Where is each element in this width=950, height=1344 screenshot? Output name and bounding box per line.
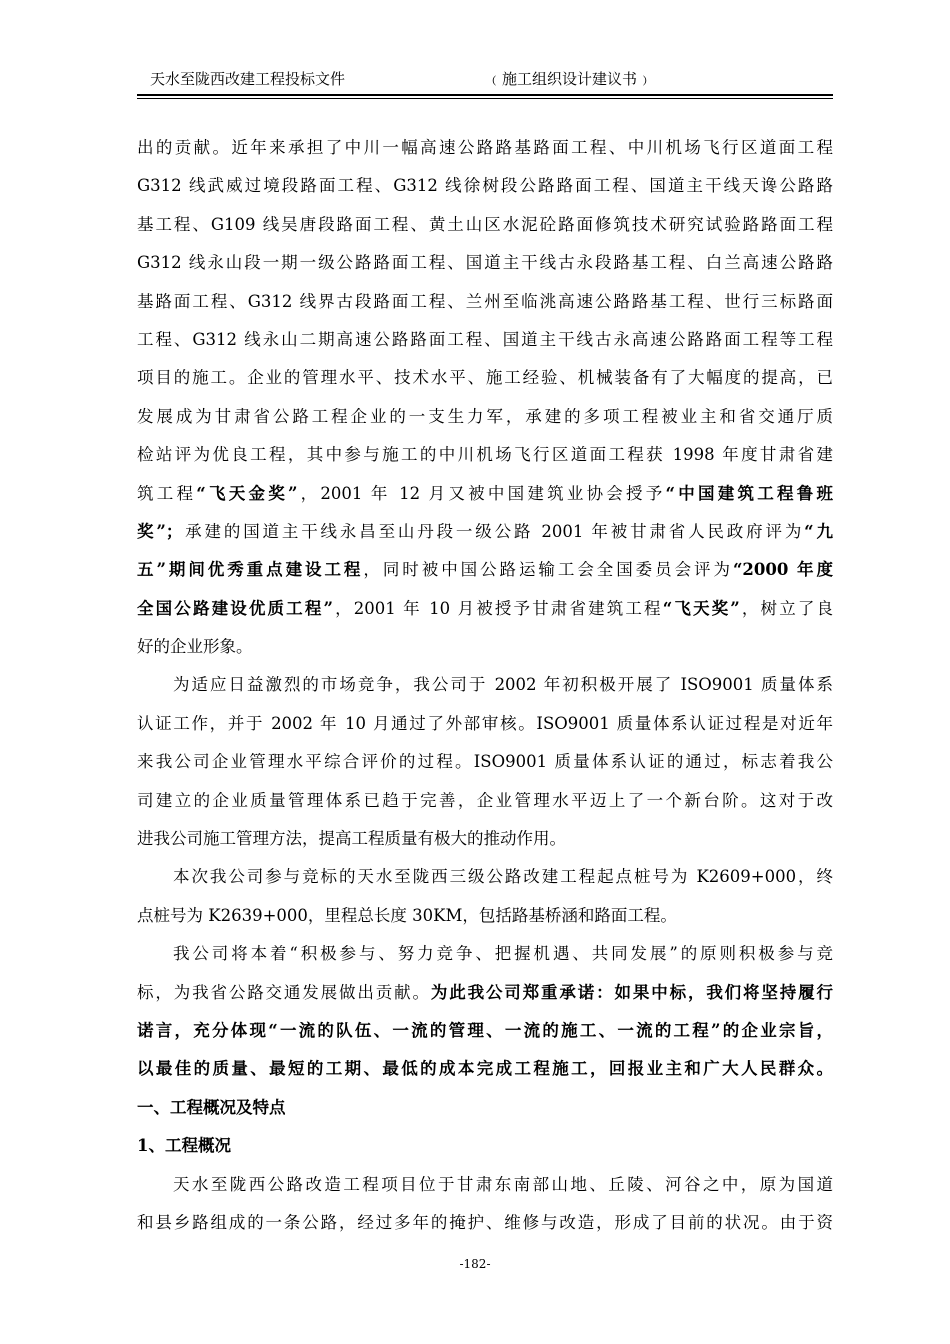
text-line xyxy=(137,858,833,896)
text-line xyxy=(137,359,833,397)
text-line xyxy=(137,705,833,743)
text-line xyxy=(137,475,833,513)
header-section-title: ﹙施工组织设计建议书﹚ xyxy=(487,70,653,88)
text-run: 进我公司施工管理方法，提高工程质量有极大的推动作用。 xyxy=(137,829,566,849)
header-rule-thin xyxy=(137,98,833,99)
text-line xyxy=(137,283,833,321)
bold-text-run: 一、工程概况及特点 xyxy=(137,1097,286,1117)
text-line xyxy=(137,551,833,589)
text-line xyxy=(137,590,833,628)
text-line xyxy=(137,398,833,436)
text-run: 检站评为优良工程，其中参与施工的中川机场飞行区道面工程获 1998 年度甘肃省建 xyxy=(137,445,833,465)
text-run: 司建立的企业质量管理体系已趋于完善，企业管理水平迈上了一个新台阶。这对于改 xyxy=(137,790,833,810)
text-run: 工程、G312 线永山二期高速公路路面工程、国道主干线古永高速公路路面工程等工程 xyxy=(137,329,833,349)
bold-text-run: “2000 年度 xyxy=(732,560,833,580)
text-line xyxy=(137,1204,833,1242)
bold-text-run: “九 xyxy=(804,521,833,541)
text-run: 筑工程 xyxy=(137,483,197,503)
text-run: 点桩号为 K2639+000，里程总长度 30KM，包括路基桥涵和路面工程。 xyxy=(137,905,677,925)
text-line xyxy=(137,628,833,666)
text-run: ，2001 年 12 月又被中国建筑业协会授予 xyxy=(297,483,666,503)
text-run: 标，为我省公路交通发展做出贡献。 xyxy=(137,982,431,1002)
text-line xyxy=(137,897,833,935)
header-rule-thick xyxy=(137,94,833,96)
bold-text-run: “飞天金奖” xyxy=(196,483,298,503)
text-line xyxy=(137,935,833,973)
text-line xyxy=(137,321,833,359)
bold-text-run: 全国公路建设优质工程” xyxy=(137,598,333,618)
text-run: 本次我公司参与竞标的天水至陇西三级公路改建工程起点桩号为 K2609+000，终 xyxy=(173,867,833,887)
text-run: 来我公司企业管理水平综合评价的过程。ISO9001 质量体系认证的通过，标志着我公 xyxy=(137,752,833,772)
text-run: 基工程、G109 线吴唐段路面工程、黄土山区水泥砼路面修筑技术研究试验路路面工程 xyxy=(137,214,833,234)
text-run: 好的企业形象。 xyxy=(137,637,253,657)
text-line xyxy=(137,1166,833,1204)
page-header xyxy=(137,64,833,94)
bold-text-run: “中国建筑工程鲁班 xyxy=(665,483,833,503)
bold-text-run: 以最佳的质量、最短的工期、最低的成本完成工程施工，回报业主和广大人民群众。 xyxy=(137,1059,833,1079)
text-run: 发展成为甘肃省公路工程企业的一支生力军，承建的多项工程被业主和省交通厅质 xyxy=(137,406,833,426)
text-run: G312 线永山段一期一级公路路面工程、国道主干线古永段路基工程、白兰高速公路路 xyxy=(137,253,833,273)
text-run: ，树立了良 xyxy=(739,598,833,618)
text-run: 项目的施工。企业的管理水平、技术水平、施工经验、机械装备有了大幅度的提高，已 xyxy=(137,368,833,388)
text-run: 和县乡路组成的一条公路，经过多年的掩护、维修与改造，形成了目前的状况。由于资 xyxy=(137,1212,833,1232)
text-line xyxy=(137,1050,833,1088)
bold-text-run: 诺言，充分体现“一流的队伍、一流的管理、一流的施工、一流的工程”的企业宗旨， xyxy=(137,1020,833,1040)
bold-text-run: 1、工程概况 xyxy=(137,1136,231,1156)
text-line xyxy=(137,513,833,551)
text-run: G312 线武威过境段路面工程、G312 线徐树段公路路面工程、国道主干线天谗公路路 xyxy=(137,176,833,196)
text-line xyxy=(137,782,833,820)
text-line xyxy=(137,1012,833,1050)
text-run: 出的贡献。近年来承担了中川一幅高速公路路基路面工程、中川机场飞行区道面工程 xyxy=(137,138,833,157)
body-text xyxy=(137,129,833,1242)
text-line xyxy=(137,244,833,282)
text-run: 我公司将本着“积极参与、努力竞争、把握机遇、共同发展”的原则积极参与竞 xyxy=(173,944,833,964)
text-line xyxy=(137,743,833,781)
bold-text-run: 五”期间优秀重点建设工程 xyxy=(137,560,364,580)
bold-text-run: “飞天奖” xyxy=(662,598,740,618)
text-line xyxy=(137,666,833,704)
text-line xyxy=(137,974,833,1012)
text-run: 为适应日益激烈的市场竞争，我公司于 2002 年初积极开展了 ISO9001 质量体系 xyxy=(173,675,833,695)
text-run: 基路面工程、G312 线界古段路面工程、兰州至临洮高速公路路基工程、世行三标路面 xyxy=(137,291,833,311)
bold-text-run: 奖”； xyxy=(137,521,183,541)
text-line xyxy=(137,820,833,858)
bold-text-run: 为此我公司郑重承诺：如果中标，我们将坚持履行 xyxy=(430,982,833,1002)
header-document-title: 天水至陇西改建工程投标文件 xyxy=(150,70,346,88)
text-run: 天水至陇西公路改造工程项目位于甘肃东南部山地、丘陵、河谷之中，原为国道 xyxy=(173,1174,833,1194)
text-run: ，2001 年 10 月被授予甘肃省建筑工程 xyxy=(332,598,663,618)
text-run: 承建的国道主干线永昌至山丹段一级公路 2001 年被甘肃省人民政府评为 xyxy=(182,521,805,541)
text-line xyxy=(137,167,833,205)
text-line xyxy=(137,436,833,474)
page-number: -182- xyxy=(459,1257,491,1271)
text-line xyxy=(137,1127,833,1165)
text-line xyxy=(137,206,833,244)
text-line xyxy=(137,1089,833,1127)
text-run: 认证工作，并于 2002 年 10 月通过了外部审核。ISO9001 质量体系认证过程是对近年 xyxy=(137,713,833,733)
text-run: ，同时被中国公路运输工会全国委员会评为 xyxy=(363,560,733,580)
text-line xyxy=(137,129,833,167)
